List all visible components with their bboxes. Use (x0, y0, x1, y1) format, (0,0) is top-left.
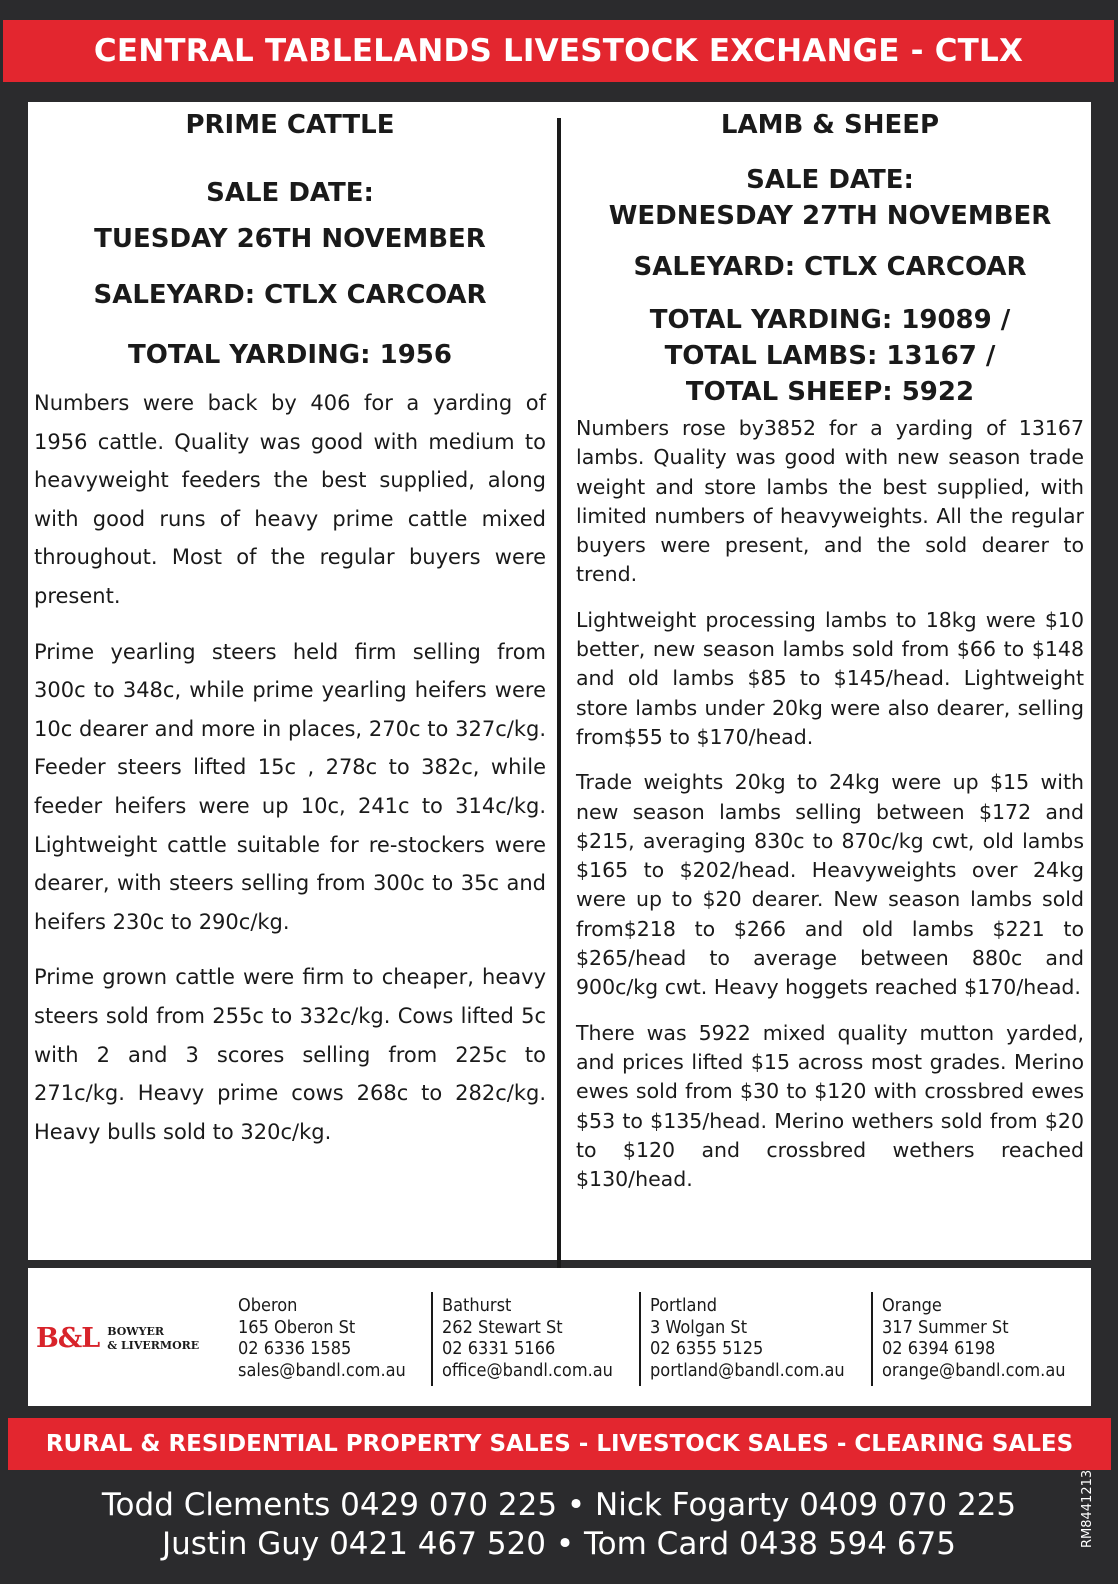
header-title: CENTRAL TABLELANDS LIVESTOCK EXCHANGE - CTLX (93, 33, 1024, 69)
logo-mark: B&L (36, 1323, 100, 1354)
sheep-column (576, 102, 1084, 1194)
office-street: 317 Summer St (882, 1316, 1009, 1338)
office-email[interactable]: orange@bandl.com.au (882, 1359, 1066, 1381)
office-divider (639, 1292, 641, 1386)
office-divider (431, 1292, 433, 1386)
office-phone[interactable]: 02 6355 5125 (650, 1338, 764, 1359)
sale-report-panel (28, 102, 1091, 1260)
office-town: Portland (650, 1295, 717, 1316)
office-phone[interactable]: 02 6394 6198 (882, 1338, 996, 1359)
office-email[interactable]: office@bandl.com.au (442, 1359, 613, 1381)
sheep-sale-date: WEDNESDAY 27TH NOVEMBER (608, 201, 1052, 231)
sheep-paragraph: Trade weights 20kg to 24kg were up $15 with new season lambs selling between $172 and $215, averaging 830c to 870c/kg cwt, old lambs $165 to $202/head. Heavyweights over 24kg were up to $20 dearer. New season lambs sold from$218 to $266 and old lambs $221 to $265/head to average between 880c and 900c/kg cwt. Heavy hoggets reached $170/head. (576, 770, 1084, 1000)
sheep-paragraph: Lightweight processing lambs to 18kg were $10 better, new season lambs sold from $66 to $148 and old lambs $85 to $145/head. Lightweight store lambs under 20kg were also dearer, selling from$55 to $170/head. (576, 607, 1084, 749)
cattle-saleyard: SALEYARD: CTLX CARCOAR (93, 280, 487, 310)
office-email[interactable]: portland@bandl.com.au (650, 1359, 845, 1381)
office-street: 165 Oberon St (238, 1316, 356, 1338)
agent-contacts (0, 1486, 1118, 1564)
office-bathurst (442, 1295, 613, 1381)
cattle-sale-date: TUESDAY 26TH NOVEMBER (94, 224, 486, 254)
column-divider (557, 118, 561, 1345)
cattle-heading: PRIME CATTLE (185, 110, 395, 140)
sheep-paragraph: Numbers rose by3852 for a yarding of 13167 lambs. Quality was good with new season trade weight and store lambs the best supplied, with limited numbers of heavyweights. All the regular buyers were present, and the sold dearer to trend. (576, 416, 1084, 587)
logo-text (107, 1325, 199, 1353)
office-phone[interactable]: 02 6336 1585 (238, 1338, 352, 1359)
sheep-paragraph: There was 5922 mixed quality mutton yarded, and prices lifted $15 across most grades. Merino ewes sold from $30 to $120 with crossbred ewes $53 to $135/head. Merino wethers sold from $20 to $120 and crossbred wethers reached $130/head. (576, 1020, 1084, 1192)
cattle-sale-date-label: SALE DATE: (206, 178, 374, 208)
office-footer (28, 1268, 1091, 1406)
sheep-heading: LAMB & SHEEP (720, 110, 940, 140)
sheep-total-sheep: TOTAL SHEEP: 5922 (685, 377, 975, 407)
reference-code: RM8441213 (1080, 1469, 1095, 1548)
logo-line: BOWYER (107, 1324, 165, 1338)
office-town: Oberon (238, 1295, 298, 1316)
office-orange (882, 1295, 1066, 1381)
services-banner (8, 1418, 1111, 1470)
office-town: Orange (882, 1295, 942, 1316)
sheep-sale-date-label: SALE DATE: (746, 165, 914, 195)
company-logo (36, 1323, 199, 1354)
contact-line: Justin Guy 0421 467 520 • Tom Card 0438 594 675 (161, 1526, 956, 1562)
office-email[interactable]: sales@bandl.com.au (238, 1359, 406, 1381)
contact-line: Todd Clements 0429 070 225 • Nick Fogarty 0409 070 225 (101, 1487, 1017, 1523)
header-banner (3, 20, 1114, 82)
cattle-total-yarding: TOTAL YARDING: 1956 (128, 340, 452, 370)
sheep-total-lambs: TOTAL LAMBS: 13167 / (664, 341, 996, 371)
sheep-saleyard: SALEYARD: CTLX CARCOAR (633, 252, 1027, 282)
logo-line: & LIVERMORE (107, 1338, 200, 1352)
cattle-paragraph: Prime grown cattle were firm to cheaper, heavy steers sold from 255c to 332c/kg. Cows lifted 5c with 2 and 3 scores selling from 225c to 271c/kg. Heavy prime cows 268c to 282c/kg. Heavy bulls sold to 320c/kg. (34, 965, 546, 1144)
sheep-total-yarding: TOTAL YARDING: 19089 / (649, 305, 1011, 335)
office-divider (871, 1292, 873, 1386)
office-oberon (238, 1295, 406, 1381)
services-text: RURAL & RESIDENTIAL PROPERTY SALES - LIVESTOCK SALES - CLEARING SALES (45, 1431, 1074, 1457)
cattle-paragraph: Numbers were back by 406 for a yarding of 1956 cattle. Quality was good with medium to heavyweight feeders the best supplied, along with good runs of heavy prime cattle mixed throughout. Most of the regular buyers were present. (34, 391, 546, 608)
office-phone[interactable]: 02 6331 5166 (442, 1338, 556, 1359)
office-street: 262 Stewart St (442, 1316, 563, 1338)
office-street: 3 Wolgan St (650, 1316, 748, 1338)
office-town: Bathurst (442, 1295, 512, 1316)
cattle-paragraph: Prime yearling steers held firm selling from 300c to 348c, while prime yearling heifers were 10c dearer and more in places, 270c to 327c/kg. Feeder steers lifted 15c , 278c to 382c, while feeder heifers were up 10c, 241c to 314c/kg. Lightweight cattle suitable for re-stockers were dearer, with steers selling from 300c to 35c and heifers 230c to 290c/kg. (34, 639, 546, 934)
cattle-column (34, 102, 546, 1151)
office-portland (650, 1295, 845, 1381)
